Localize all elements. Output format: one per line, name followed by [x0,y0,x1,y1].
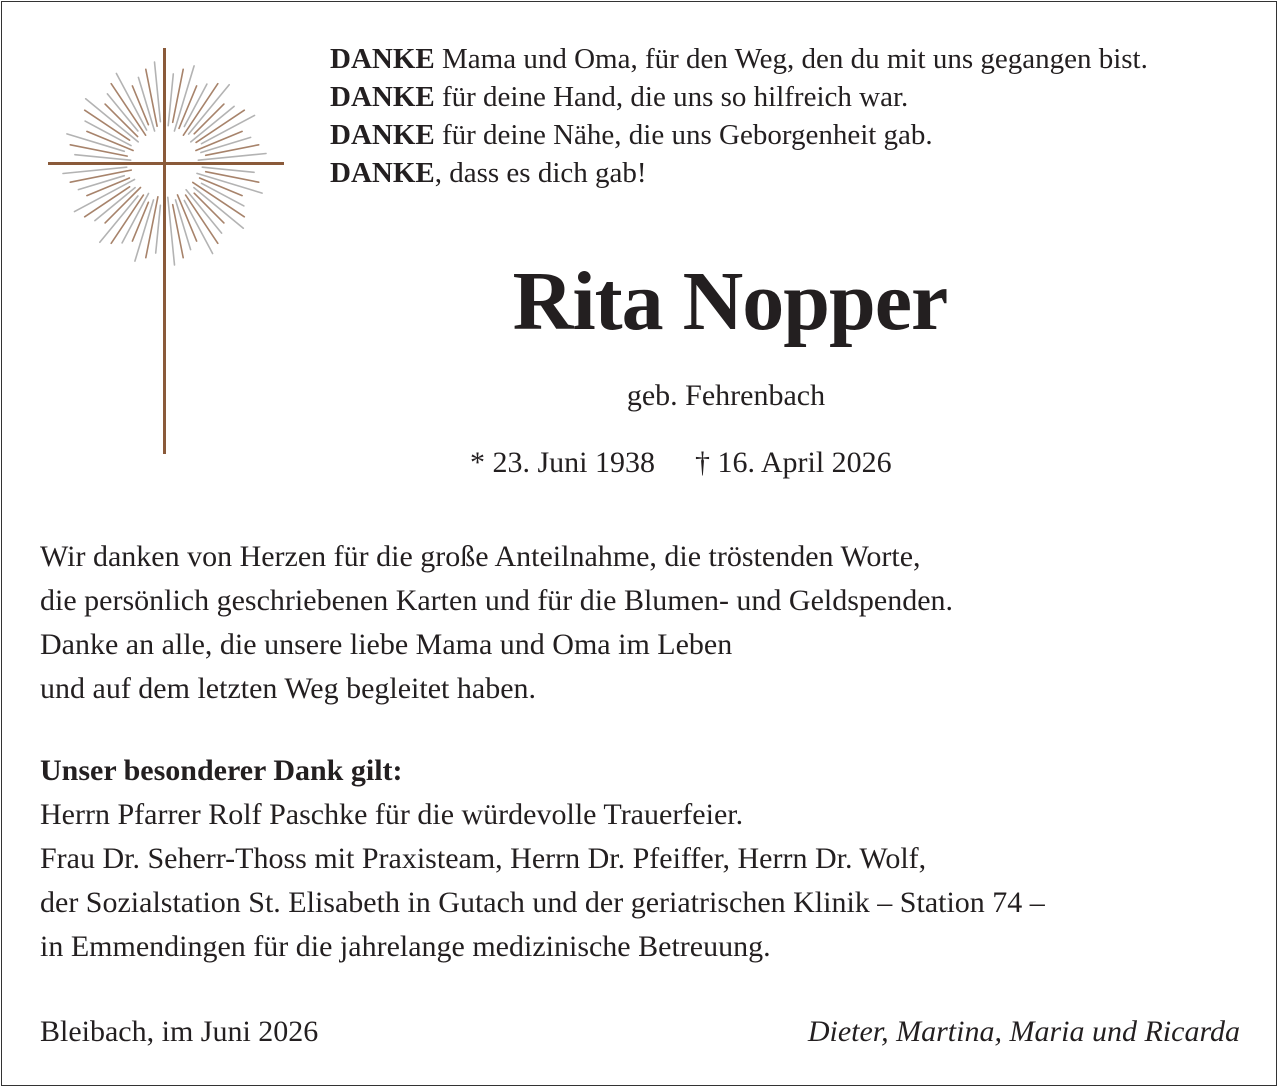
birth-date: * 23. Juni 1938 [470,446,656,479]
ray [206,145,259,156]
ray [105,104,138,137]
ray [168,74,173,126]
ray [155,62,161,122]
life-dates [470,443,892,483]
ray [173,69,184,122]
special-thanks-line: Herrn Pfarrer Rolf Paschke für die würdevolle Trauerfeier. [40,798,744,831]
gratitude-paragraph [40,535,1260,711]
deceased-name: Rita Nopper [512,255,948,348]
special-thanks-section [40,749,1260,969]
paragraph-line: die persönlich geschriebenen Karten und für die Blumen- und Geldspenden. [40,584,954,617]
special-thanks-heading: Unser besonderer Dank gilt: [40,754,403,787]
special-thanks-line: der Sozialstation St. Elisabeth in Gutach und der geriatrischen Klinik – Station 74 – [40,886,1045,919]
thanks-verse [330,40,1260,192]
ray [156,205,161,253]
thanks-line: DANKE für deine Nähe, die uns Geborgenheit gab. [330,119,933,151]
thanks-line: DANKE, dass es dich gab! [330,157,647,189]
maiden-name: geb. Fehrenbach [626,379,826,412]
special-thanks-line: Frau Dr. Seherr-Thoss mit Praxisteam, Herrn Dr. Pfeiffer, Herrn Dr. Wolf, [40,842,927,875]
place-and-date: Bleibach, im Juni 2026 [40,1015,319,1048]
special-thanks-line: in Emmendingen für die jahrelange medizinische Betreuung. [40,930,771,963]
thanks-line: DANKE für deine Hand, die uns so hilfreich war. [330,81,909,113]
thanks-line: DANKE Mama und Oma, für den Weg, den du mit uns gegangen bist. [330,43,1148,75]
ray [206,172,259,183]
signatories: Dieter, Martina, Maria und Ricarda [807,1015,1240,1048]
ray [116,74,146,131]
ray [202,167,254,172]
death-date: † 16. April 2026 [695,446,892,479]
ray [173,205,184,258]
paragraph-line: Danke an alle, die unsere liebe Mama und Oma im Leben [40,628,733,661]
cross-with-rays-icon [44,48,288,458]
paragraph-line: und auf dem letzten Weg begleitet haben. [40,672,537,705]
paragraph-line: Wir danken von Herzen für die große Anteilnahme, die tröstenden Worte, [40,540,921,573]
